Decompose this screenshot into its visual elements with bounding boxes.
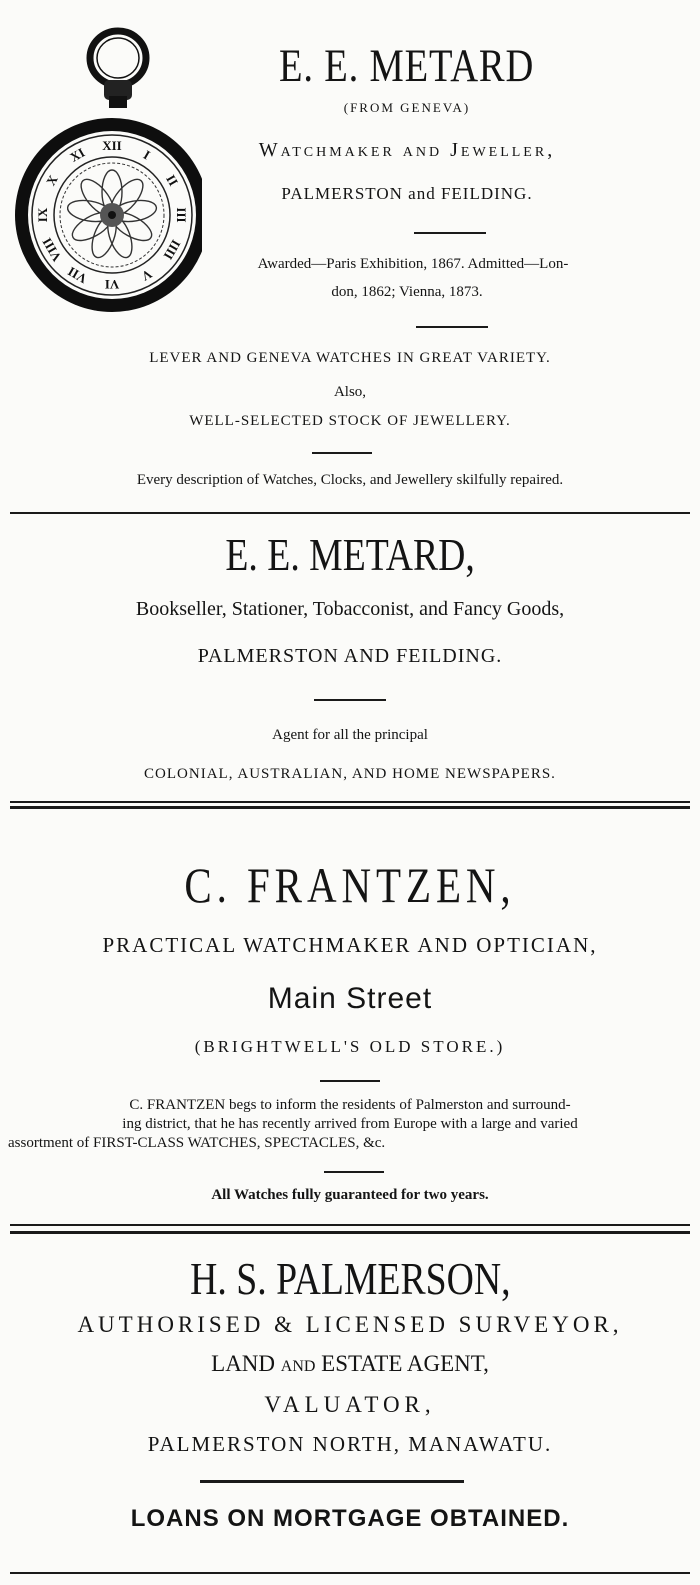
palmerson-location: PALMERSTON NORTH, MANAWATU.	[147, 1432, 553, 1456]
watch-numeral: XII	[102, 138, 122, 153]
section-double-rule	[10, 1224, 690, 1226]
bookseller-trade: Bookseller, Stationer, Tobacconist, and Fancy Goods,	[135, 598, 565, 620]
frantzen-trade: PRACTICAL WATCHMAKER AND OPTICIAN,	[102, 933, 598, 957]
short-divider	[324, 1171, 384, 1173]
newspapers-line: COLONIAL, AUSTRALIAN, AND HOME NEWSPAPERS.	[144, 766, 556, 782]
watch-numeral: IIII	[160, 237, 184, 263]
palmerson-agent: LAND and ESTATE AGENT,	[211, 1351, 489, 1376]
frantzen-body-1: C. FRANTZEN begs to inform the residents of Palmerston and surround-	[129, 1097, 571, 1113]
watch-numeral: VIII	[39, 235, 65, 265]
short-divider	[414, 232, 486, 234]
bookseller-towns: PALMERSTON AND FEILDING.	[197, 645, 503, 667]
section-double-rule	[10, 801, 690, 803]
short-divider	[416, 326, 488, 328]
frantzen-name-text: C. FRANTZEN,	[184, 857, 516, 913]
stock-also: Also,	[333, 384, 367, 400]
watch-numeral: VII	[65, 263, 90, 287]
stock-line-jewellery: WELL-SELECTED STOCK OF JEWELLERY.	[189, 413, 511, 429]
loans-line: LOANS ON MORTGAGE OBTAINED.	[130, 1505, 570, 1532]
short-divider	[200, 1480, 464, 1483]
awards-line-2: don, 1862; Vienna, 1873.	[331, 284, 483, 300]
watch-numeral: X	[42, 172, 61, 189]
watch-numeral: I	[140, 147, 153, 163]
frantzen-store: (BRIGHTWELL'S OLD STORE.)	[194, 1037, 506, 1056]
repairs-note: Every description of Watches, Clocks, and Jewellery skilfully repaired.	[136, 472, 564, 488]
frantzen-body-3: assortment of FIRST-CLASS WATCHES, SPECTACLES, &c.	[8, 1135, 386, 1151]
bottom-rule	[10, 1572, 690, 1574]
palmerson-title: AUTHORISED & LICENSED SURVEYOR,	[77, 1312, 623, 1337]
bookseller-name-text: E. E. METARD,	[225, 529, 475, 580]
short-divider	[320, 1080, 380, 1082]
palmerson-name-text: H. S. PALMERSON,	[189, 1253, 511, 1304]
short-divider	[312, 452, 372, 454]
agent-note: Agent for all the principal	[272, 727, 428, 743]
watchmaker-trade: Watchmaker and Jeweller,	[258, 139, 556, 161]
bookseller-name	[0, 527, 700, 583]
stock-line-watches: LEVER AND GENEVA WATCHES IN GREAT VARIETY.	[149, 350, 551, 366]
watch-numeral: III	[174, 207, 189, 223]
watch-numeral: VI	[104, 277, 120, 292]
palmerson-name	[0, 1251, 700, 1307]
short-divider	[314, 699, 386, 701]
watch-numeral: II	[163, 172, 182, 189]
frantzen-body-2: ing district, that he has recently arrived from Europe with a large and varied	[122, 1116, 578, 1132]
frantzen-street: Main Street	[267, 982, 433, 1015]
frantzen-name	[0, 855, 700, 915]
watch-numeral: XI	[67, 144, 88, 165]
watchmaker-towns: PALMERSTON and FEILDING.	[281, 184, 533, 203]
section-double-rule	[10, 1231, 690, 1234]
frantzen-guarantee: All Watches fully guaranteed for two years.	[211, 1187, 489, 1203]
watch-numeral: V	[138, 266, 155, 285]
section-rule	[10, 512, 690, 514]
watch-numeral: IX	[35, 207, 50, 223]
watchmaker-name	[112, 38, 700, 94]
palmerson-valuator: VALUATOR,	[264, 1392, 436, 1417]
watchmaker-name-text: E. E. METARD	[279, 40, 535, 92]
awards-line-1: Awarded—Paris Exhibition, 1867. Admitted—Lon-	[257, 256, 569, 272]
origin-note: (FROM GENEVA)	[343, 100, 471, 115]
section-double-rule	[10, 806, 690, 809]
